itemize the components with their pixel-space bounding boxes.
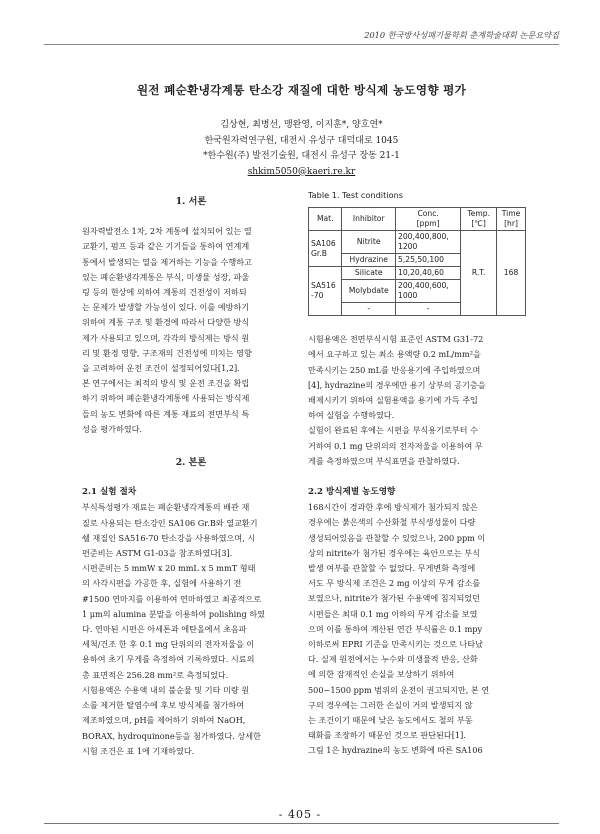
results-paragraph-1 bbox=[308, 332, 530, 423]
header-rule bbox=[44, 44, 559, 45]
text-line: 상의 nitrite가 첨가된 경우에는 육안으로는 부식 bbox=[308, 547, 480, 558]
text-line: [4], hydrazine의 경우에만 용기 상부의 공기층을 bbox=[308, 379, 486, 390]
text-line: 하기 위하여 폐순환냉각계통에 사용되는 방식제 bbox=[82, 393, 250, 404]
test-conditions-table bbox=[308, 207, 526, 316]
text-line: 부식특성평가 재료는 폐순환냉각계통의 배관 재 bbox=[82, 502, 250, 513]
text-line: 실험이 완료된 후에는 시편을 부식용기로부터 수 bbox=[308, 425, 478, 436]
text-line: 시편들은 최대 0.1 mg 이하의 무게 감소를 보였 bbox=[308, 608, 478, 619]
text-line: 배제시키기 위하여 실험용액을 용기에 가득 주입 bbox=[308, 395, 478, 406]
text-line: 교환기, 펌프 등과 같은 기기들을 통하여 연계계 bbox=[82, 241, 250, 252]
text-line: 거하여 0.1 mg 단위의의 전자저울을 이용하여 무 bbox=[308, 440, 483, 451]
section-2-title: 2. 본론 bbox=[175, 457, 207, 469]
text-line: 링 등의 현상에 의하여 계통의 건전성이 저하되 bbox=[82, 287, 247, 298]
cell-inhibitor: Molybdate bbox=[342, 280, 396, 303]
text-line: 을 고려하여 운전 조건이 설정되어있다[1,2]. bbox=[82, 363, 240, 374]
cell-conc: 200,400,800, 1200 bbox=[396, 231, 461, 254]
subsection-2-2-title: 2.2 방식제별 농도영향 bbox=[308, 487, 396, 498]
cell-mat-1: SA106 Gr.B bbox=[309, 231, 342, 267]
header-mat: Mat. bbox=[309, 208, 342, 231]
text-line: 의 사각시편을 가공한 후, 실험에 사용하기 전 bbox=[82, 578, 242, 589]
author-names: 김상현, 최병선, 맹완영, 이지훈*, 양호연* bbox=[220, 120, 383, 130]
right-column bbox=[308, 188, 530, 759]
method-paragraph-3 bbox=[82, 683, 300, 759]
text-line: 질로 사용되는 탄소강인 SA106 Gr.B와 열교환기 bbox=[82, 517, 258, 528]
text-line: 편준비는 ASTM G1-03을 참조하였다[3]. bbox=[82, 548, 233, 559]
text-line: 용하여 초기 무게를 측정하여 기록하였다. 시료의 bbox=[82, 654, 255, 665]
affiliation-1: 한국원자력연구원, 대전시 유성구 대덕대로 1045 bbox=[204, 135, 399, 146]
cell-conc: 10,20,40,60 bbox=[396, 267, 461, 280]
table-row bbox=[309, 231, 526, 254]
text-line: 위하여 계통 구조 및 환경에 따라서 다양한 방식 bbox=[82, 317, 250, 328]
text-line: 원자력발전소 1차, 2차 계통에 설치되어 있는 열 bbox=[82, 226, 252, 237]
text-line: 발생 여부를 관찰할 수 없었다. 무게변화 측정에 bbox=[308, 563, 476, 574]
header-time: Time [hr] bbox=[497, 208, 526, 231]
results-paragraph-2 bbox=[308, 423, 530, 469]
text-line: 으며 이를 통하여 계산된 연간 부식률은 0.1 mpy bbox=[308, 623, 483, 634]
text-line: 세척/건조 한 후 0.1 mg 단위의의 전자저울을 이 bbox=[82, 639, 255, 650]
text-line: 생성되어있음을 관찰할 수 있었으나, 200 ppm 이 bbox=[308, 532, 486, 543]
cell-time: 168 bbox=[497, 231, 526, 316]
affiliation-2: *한수원(주) 발전기술원, 대전시 유성구 장동 21-1 bbox=[203, 151, 400, 162]
page-number: - 405 - bbox=[278, 808, 322, 821]
text-line: 시험용액은 전면부식시험 표준인 ASTM G31-72 bbox=[308, 334, 484, 345]
text-line: 시험 조건은 표 1에 기재하였다. bbox=[82, 745, 195, 756]
text-line: 1 μm의 alumina 분말을 이용하여 polishing 하였 bbox=[82, 608, 265, 619]
text-line: 들의 농도 변화에 따른 계통 재료의 전면부식 특 bbox=[82, 408, 250, 419]
text-line: 본 연구에서는 최적의 방식 및 운전 조건을 확립 bbox=[82, 378, 250, 389]
method-paragraph-2 bbox=[82, 561, 300, 683]
text-line: 제조하였으며, pH를 제어하기 위하여 NaOH, bbox=[82, 715, 246, 726]
text-line: 게를 측정하였으며 부식표면을 관찰하였다. bbox=[308, 455, 460, 466]
text-line: 시험용액은 수용액 내의 불순물 및 기타 미량 원 bbox=[82, 684, 250, 695]
text-line: 에 의한 잠재적인 손실을 보상하기 위하여 bbox=[308, 669, 455, 680]
results-paragraph-3 bbox=[308, 500, 530, 758]
text-line: 그림 1은 hydrazine의 농도 변화에 따른 SA106 bbox=[308, 745, 483, 756]
text-line: 168시간이 경과한 후에 방식제가 첨가되지 않은 bbox=[308, 502, 478, 513]
cell-conc: 5,25,50,100 bbox=[396, 254, 461, 267]
text-line: 성을 평가하였다. bbox=[82, 423, 143, 434]
section-1-title: 1. 서론 bbox=[175, 196, 207, 207]
text-line: 500~1500 ppm 범위의 운전이 권고되지만, 본 연 bbox=[308, 684, 490, 695]
cell-inhibitor: - bbox=[342, 303, 396, 316]
text-line: 통에서 발생되는 열을 제거하는 기능을 수행하고 bbox=[82, 256, 252, 267]
text-line: 는 문제가 발생할 가능성이 있다. 이를 예방하기 bbox=[82, 302, 250, 313]
text-line: 이하로써 EPRI 기준을 만족시키는 것으로 나타났 bbox=[308, 639, 483, 650]
header-conc: Conc. [ppm] bbox=[396, 208, 461, 231]
conference-header: 2010 한국방사성폐기물학회 춘계학술대회 논문요약집 bbox=[364, 30, 559, 40]
text-line: 구의 경우에는 그러한 손실이 거의 발생되지 않 bbox=[308, 699, 473, 710]
footer-rule bbox=[44, 823, 559, 824]
text-line: 시편준비는 5 mmW x 20 mmL x 5 mmT 형태 bbox=[82, 563, 256, 574]
text-line: 있는 폐순환냉각계통은 부식, 미생물 성장, 파울 bbox=[82, 271, 250, 282]
table-caption: Table 1. Test conditions bbox=[308, 190, 404, 200]
text-line: 태화를 조장하기 때문인 것으로 판단된다[1]. bbox=[308, 730, 466, 741]
text-line: 총 표면적은 256.28 mm²로 측정되었다. bbox=[82, 669, 229, 680]
text-line: 서도 무 방식제 조건은 2 mg 이상의 무게 감소를 bbox=[308, 578, 481, 589]
author-email[interactable]: shkim5050@kaeri.re.kr bbox=[247, 166, 356, 177]
text-line: 경우에는 붉은색의 수산화철 부식생성물이 다량 bbox=[308, 517, 476, 528]
cell-conc: 200,400,600, 1000 bbox=[396, 280, 461, 303]
text-line: 보였으나, nitrite가 첨가된 수용액에 침지되었던 bbox=[308, 593, 480, 604]
left-column bbox=[82, 188, 300, 759]
text-line: 다. 실제 원전에서는 누수와 미생물적 반응, 산화 bbox=[308, 654, 478, 665]
cell-conc: - bbox=[396, 303, 461, 316]
text-line: BORAX, hydroquinone등을 첨가하였다. 상세한 bbox=[82, 730, 261, 741]
text-line: #1500 연마지를 이용하여 연마하였고 최종적으로 bbox=[82, 593, 262, 604]
intro-paragraph-2 bbox=[82, 376, 300, 437]
text-line: 소를 제거한 탈염수에 후보 방식제를 첨가하여 bbox=[82, 700, 245, 711]
cell-inhibitor: Silicate bbox=[342, 267, 396, 280]
text-line: 쉘 재질인 SA516-70 탄소강을 사용하였으며, 시 bbox=[82, 532, 256, 543]
cell-temp: R.T. bbox=[461, 231, 497, 316]
author-block bbox=[44, 118, 559, 180]
subsection-2-1-title: 2.1 실험 절차 bbox=[82, 487, 137, 498]
text-line: 리 및 환경 영향, 구조재의 건전성에 미치는 영향 bbox=[82, 347, 252, 358]
intro-paragraph-1 bbox=[82, 224, 300, 376]
text-line: 만족시키는 250 mL를 반응용기에 주입하였으며 bbox=[308, 364, 481, 375]
text-line: 제가 사용되고 있으며, 각각의 방식제는 방식 원 bbox=[82, 332, 250, 343]
text-line: 하여 실험을 수행하였다. bbox=[308, 410, 395, 421]
paper-title: 원전 폐순환냉각계통 탄소강 재질에 대한 방식제 농도영향 평가 bbox=[136, 83, 467, 97]
text-line: 는 조건이기 때문에 낮은 농도에서도 철의 부동 bbox=[308, 715, 473, 726]
cell-mat-2: SA516 -70 bbox=[309, 267, 342, 316]
table-header-row bbox=[309, 208, 526, 231]
cell-inhibitor: Hydrazine bbox=[342, 254, 396, 267]
text-line: 에서 요구하고 있는 최소 용액량 0.2 mL/mm²을 bbox=[308, 349, 481, 360]
method-paragraph-1 bbox=[82, 500, 300, 561]
text-line: 다. 연마된 시편은 아세톤과 에탄올에서 초음파 bbox=[82, 624, 247, 635]
cell-inhibitor: Nitrite bbox=[342, 231, 396, 254]
header-temp: Temp. [℃] bbox=[461, 208, 497, 231]
header-inhibitor: Inhibitor bbox=[342, 208, 396, 231]
